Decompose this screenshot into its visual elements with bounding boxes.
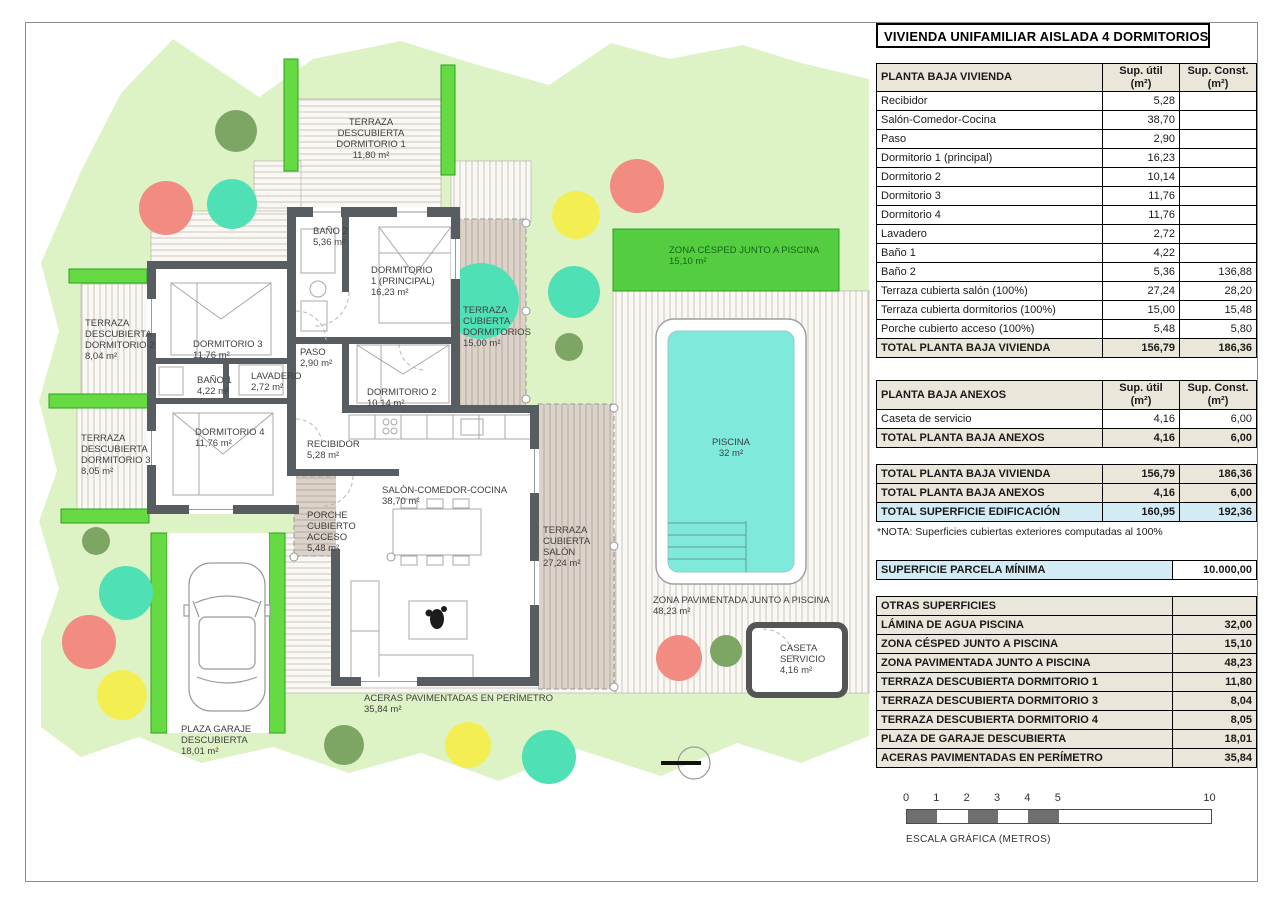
table-cell: 6,00 — [1180, 409, 1257, 428]
scale-filled-segment — [907, 810, 937, 823]
column-header — [1173, 596, 1257, 615]
tree-salmon — [62, 615, 116, 669]
plan-label-dormitorio-3: DORMITORIO 3 11,76 m² — [193, 339, 263, 361]
column-header: PLANTA BAJA VIVIENDA — [877, 64, 1103, 92]
table-row — [877, 653, 1257, 672]
table-cell: 2,90 — [1103, 130, 1180, 149]
table-cell — [1180, 149, 1257, 168]
table-cell: 160,95 — [1103, 502, 1180, 521]
table-cell: LÁMINA DE AGUA PISCINA — [877, 615, 1173, 634]
table-row — [877, 428, 1257, 447]
table-cell — [1180, 187, 1257, 206]
scale-tick-label: 4 — [1024, 791, 1031, 804]
table-cell: 5,80 — [1180, 320, 1257, 339]
table-row — [877, 464, 1257, 483]
table-cell: Lavadero — [877, 225, 1103, 244]
table-cell: TOTAL PLANTA BAJA VIVIENDA — [877, 339, 1103, 358]
table-cell: 35,84 — [1173, 748, 1257, 767]
table-cell: Terraza cubierta salón (100%) — [877, 282, 1103, 301]
table-row — [877, 560, 1257, 579]
table-cell: 10,14 — [1103, 168, 1180, 187]
tree-salmon — [139, 181, 193, 235]
table-cell: 5,48 — [1103, 320, 1180, 339]
table-planta-baja-vivienda — [876, 63, 1257, 358]
table-cell: 15,00 — [1103, 301, 1180, 320]
table-cell: Salón-Comedor-Cocina — [877, 111, 1103, 130]
plan-label-plaza-garaje-descubierta: PLAZA GARAJE DESCUBIERTA 18,01 m² — [181, 724, 252, 757]
table-cell: 2,72 — [1103, 225, 1180, 244]
scale-filled-segment — [1028, 810, 1058, 823]
table-row — [877, 748, 1257, 767]
scale-filled-segment — [968, 810, 998, 823]
table-row — [877, 615, 1257, 634]
table-header-row — [877, 596, 1257, 615]
tree-salmon — [656, 635, 702, 681]
table-cell: ZONA CÉSPED JUNTO A PISCINA — [877, 634, 1173, 653]
scale-tick-label: 2 — [963, 791, 970, 804]
table-header-row — [877, 64, 1257, 92]
table-cell: 156,79 — [1103, 339, 1180, 358]
table-row — [877, 130, 1257, 149]
table-cell: Porche cubierto acceso (100%) — [877, 320, 1103, 339]
scale-bar — [876, 792, 1258, 862]
table-cell: 4,16 — [1103, 409, 1180, 428]
table-cell — [1180, 111, 1257, 130]
table-cell — [1180, 206, 1257, 225]
table-row — [877, 729, 1257, 748]
table-cell: 15,10 — [1173, 634, 1257, 653]
scale-tick-label: 3 — [993, 791, 1001, 804]
table-cell: TOTAL SUPERFICIE EDIFICACIÓN — [877, 502, 1103, 521]
sheet-title: VIVIENDA UNIFAMILIAR AISLADA 4 DORMITORIOS — [876, 23, 1210, 48]
table-cell: 6,00 — [1180, 483, 1257, 502]
table-cell: TOTAL PLANTA BAJA ANEXOS — [877, 483, 1103, 502]
table-row — [877, 282, 1257, 301]
table-row — [877, 672, 1257, 691]
table-cell: 38,70 — [1103, 111, 1180, 130]
tree-olive — [82, 527, 110, 555]
plan-label-dormitorio-4: DORMITORIO 4 11,76 m² — [195, 427, 265, 449]
table-cell: 192,36 — [1180, 502, 1257, 521]
plan-label-paso: PASO 2,90 m² — [300, 347, 333, 369]
tree-olive — [215, 110, 257, 152]
table-cell: Terraza cubierta dormitorios (100%) — [877, 301, 1103, 320]
scale-tick-label: 0 — [902, 791, 910, 804]
scale-tick-label: 5 — [1054, 791, 1061, 804]
table-row — [877, 502, 1257, 521]
tree-yellow — [552, 191, 600, 239]
plan-label-aceras-pavimentadas: ACERAS PAVIMENTADAS EN PERÍMETRO 35,84 m² — [364, 693, 553, 715]
table-cell — [1180, 244, 1257, 263]
sheet — [25, 22, 1258, 882]
scale-bar-caption: ESCALA GRÁFICA (METROS) — [906, 833, 1051, 845]
table-cell: Dormitorio 3 — [877, 187, 1103, 206]
table-header-row — [877, 381, 1257, 409]
table-cell: 4,16 — [1103, 483, 1180, 502]
plan-label-recibidor: RECIBIDOR 5,28 m² — [307, 439, 360, 461]
table-cell: 11,76 — [1103, 187, 1180, 206]
column-header: OTRAS SUPERFICIES — [877, 596, 1173, 615]
plan-label-terraza-descubierta-dormitorio-1: TERRAZA DESCUBIERTA DORMITORIO 1 11,80 m² — [336, 117, 406, 161]
table-cell: 8,04 — [1173, 691, 1257, 710]
table-cell: 48,23 — [1173, 653, 1257, 672]
parcela-label: SUPERFICIE PARCELA MÍNIMA — [877, 560, 1173, 579]
table-cell: 5,36 — [1103, 263, 1180, 282]
tree-teal — [99, 566, 153, 620]
table-row — [877, 168, 1257, 187]
column-header: Sup. útil (m²) — [1103, 381, 1180, 409]
table-row — [877, 225, 1257, 244]
plan-label-bano-2: BAÑO 2 5,36 m² — [313, 226, 348, 248]
plan-label-salon-comedor-cocina: SALÓN-COMEDOR-COCINA 38,70 m² — [382, 485, 508, 507]
tree-olive — [710, 635, 742, 667]
table-cell: Dormitorio 1 (principal) — [877, 149, 1103, 168]
table-cell: Baño 2 — [877, 263, 1103, 282]
table-cell: 27,24 — [1103, 282, 1180, 301]
table-cell: ACERAS PAVIMENTADAS EN PERÍMETRO — [877, 748, 1173, 767]
table-cell: 11,80 — [1173, 672, 1257, 691]
table-row — [877, 320, 1257, 339]
table-cell: 136,88 — [1180, 263, 1257, 282]
table-cell: 28,20 — [1180, 282, 1257, 301]
table-row — [877, 187, 1257, 206]
table-row — [877, 92, 1257, 111]
table-cell: Dormitorio 4 — [877, 206, 1103, 225]
plan-label-bano-1: BAÑO 1 4,22 m² — [197, 375, 232, 397]
table-cell: 8,05 — [1173, 710, 1257, 729]
column-header: Sup. Const. (m²) — [1180, 64, 1257, 92]
table-row — [877, 301, 1257, 320]
table-row — [877, 263, 1257, 282]
scale-bar-track — [906, 809, 1212, 824]
table-row — [877, 339, 1257, 358]
tree-teal — [207, 179, 257, 229]
table-cell: 16,23 — [1103, 149, 1180, 168]
table-cell: TOTAL PLANTA BAJA VIVIENDA — [877, 464, 1103, 483]
table-cell: TOTAL PLANTA BAJA ANEXOS — [877, 428, 1103, 447]
table-planta-baja-anexos — [876, 380, 1257, 447]
table-row — [877, 149, 1257, 168]
table-row — [877, 483, 1257, 502]
column-header: PLANTA BAJA ANEXOS — [877, 381, 1103, 409]
tree-yellow — [97, 670, 147, 720]
table-cell: TERRAZA DESCUBIERTA DORMITORIO 3 — [877, 691, 1173, 710]
table-superficie-parcela — [876, 560, 1257, 580]
plan-label-dormitorio-2: DORMITORIO 2 10,14 m² — [367, 387, 437, 409]
summary-panel — [876, 23, 1258, 862]
table-row — [877, 206, 1257, 225]
table-cell: PLAZA DE GARAJE DESCUBIERTA — [877, 729, 1173, 748]
table-row — [877, 244, 1257, 263]
table-cell — [1180, 168, 1257, 187]
table-cell: 186,36 — [1180, 464, 1257, 483]
table-otras-superficies — [876, 596, 1257, 768]
table-row — [877, 409, 1257, 428]
table-cell: 156,79 — [1103, 464, 1180, 483]
car — [184, 563, 270, 711]
plan-label-piscina: PISCINA 32 m² — [711, 437, 751, 459]
table-cell: TERRAZA DESCUBIERTA DORMITORIO 1 — [877, 672, 1173, 691]
plan-label-terraza-descubierta-dormitorio-2: TERRAZA DESCUBIERTA DORMITORIO 2 8,04 m² — [85, 318, 155, 362]
plan-label-terraza-cubierta-salon: TERRAZA CUBIERTA SALÓN 27,24 m² — [543, 525, 591, 569]
plan-label-dormitorio-1: DORMITORIO 1 (PRINCIPAL) 16,23 m² — [371, 265, 435, 298]
table-row — [877, 111, 1257, 130]
table-cell: 15,48 — [1180, 301, 1257, 320]
table-cell — [1180, 225, 1257, 244]
table-cell: 11,76 — [1103, 206, 1180, 225]
plan-label-terraza-descubierta-dormitorio-3: TERRAZA DESCUBIERTA DORMITORIO 3 8,05 m² — [81, 433, 151, 477]
table-cell: Paso — [877, 130, 1103, 149]
table-cell: 186,36 — [1180, 339, 1257, 358]
table-cell: 4,16 — [1103, 428, 1180, 447]
table-cell: ZONA PAVIMENTADA JUNTO A PISCINA — [877, 653, 1173, 672]
table-cell: Recibidor — [877, 92, 1103, 111]
table-cell: Caseta de servicio — [877, 409, 1103, 428]
plan-label-caseta-servicio: CASETA SERVICIO 4,16 m² — [780, 643, 826, 676]
table-row — [877, 691, 1257, 710]
nota: *NOTA: Superficies cubiertas exteriores computadas al 100% — [877, 525, 1163, 538]
tree-olive — [324, 725, 364, 765]
tree-teal — [548, 266, 600, 318]
column-header: Sup. Const. (m²) — [1180, 381, 1257, 409]
table-cell: Baño 1 — [877, 244, 1103, 263]
table-totales — [876, 464, 1257, 522]
plan-label-terraza-cubierta-dormitorios: TERRAZA CUBIERTA DORMITORIOS 15,00 m² — [463, 305, 531, 349]
table-cell — [1180, 92, 1257, 111]
parcela-value: 10.000,00 — [1173, 560, 1257, 579]
table-cell: 4,22 — [1103, 244, 1180, 263]
column-header: Sup. útil (m²) — [1103, 64, 1180, 92]
tree-teal — [522, 730, 576, 784]
plan-label-porche-cubierto-acceso: PORCHE CUBIERTO ACCESO 5,48 m² — [307, 510, 356, 554]
table-cell: Dormitorio 2 — [877, 168, 1103, 187]
tree-salmon — [610, 159, 664, 213]
table-cell: 6,00 — [1180, 428, 1257, 447]
table-cell: 32,00 — [1173, 615, 1257, 634]
table-cell: 18,01 — [1173, 729, 1257, 748]
table-row — [877, 710, 1257, 729]
tree-yellow — [445, 722, 491, 768]
table-cell — [1180, 130, 1257, 149]
table-row — [877, 634, 1257, 653]
lawn-zone — [613, 229, 839, 291]
scale-tick-label: 10 — [1203, 791, 1216, 804]
scale-tick-label: 1 — [933, 791, 940, 804]
plan-label-zona-pavimentada-junto-a-piscina: ZONA PAVIMENTADA JUNTO A PISCINA 48,23 m² — [653, 595, 830, 617]
plan-label-zona-cesped-junto-a-piscina: ZONA CÉSPED JUNTO A PISCINA 15,10 m² — [669, 245, 820, 267]
table-cell: TERRAZA DESCUBIERTA DORMITORIO 4 — [877, 710, 1173, 729]
tree-olive — [555, 333, 583, 361]
table-cell: 5,28 — [1103, 92, 1180, 111]
plan-label-lavadero: LAVADERO 2,72 m² — [251, 371, 302, 393]
